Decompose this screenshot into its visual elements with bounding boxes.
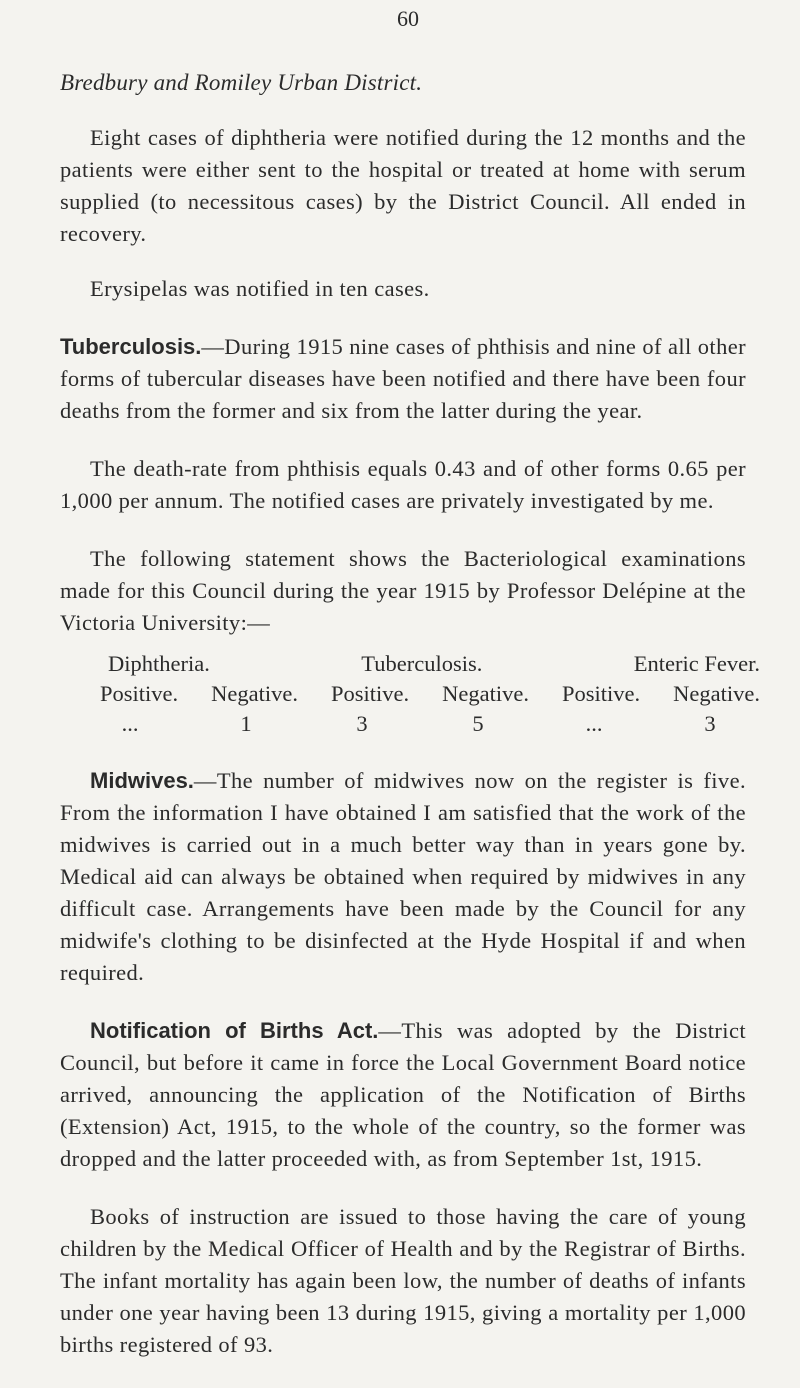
section-title: Bredbury and Romiley Urban District. [60,70,423,95]
births-act-paragraph [60,1015,746,1175]
label-tuberculosis-positive: Positive. [330,681,410,706]
births-act-text: —This was adopted by the District Council, but before it came in force the Local Government Board notice arrived, announcing the application of the Notification of Births (Extension) Act, 1915, to the whole of the country, so the former was dropped and the latter proceeded with, as from September 1st, 1915. [60,1018,746,1171]
results-label-row [100,679,760,709]
midwives-paragraph [60,765,746,989]
death-rate-paragraph: The death-rate from phthisis equals 0.43 and of other forms 0.65 per 1,000 per annum. The notified cases are privately investigated by me. [60,456,746,513]
group-diphtheria: Diphtheria. [108,651,210,676]
label-tuberculosis-negative: Negative. [442,681,529,706]
books-paragraph: Books of instruction are issued to those having the care of young children by the Medical Officer of Health and by the Registrar of Births. The infant mortality has again been low, the number of deaths of infants under one year having been 13 during 1915, giving a mortality per 1,000 births registered of 93. [60,1204,746,1357]
tuberculosis-heading: Tuberculosis. [60,334,202,359]
value-tuberculosis-positive: 3 [356,711,368,736]
value-tuberculosis-negative: 5 [472,711,484,736]
midwives-text: —The number of midwives now on the register is five. From the information I have obtained I am satisfied that the work of the midwives is carried out in a much better way than in years gone by. Medical aid can always be obtained when required by midwives in any difficult case. Arrangements have been made by the Council for any midwife's clothing to be disinfected at the Hyde Hospital if and when required. [60,768,746,985]
bacteriological-results-table [100,649,760,739]
results-group-row [100,649,760,679]
value-diphtheria-negative: 1 [240,711,252,736]
midwives-heading: Midwives. [90,768,194,793]
value-diphtheria-positive: ... [121,711,139,736]
diphtheria-paragraph: Eight cases of diphtheria were notified during the 12 months and the patients were either sent to the hospital or treated at home with serum supplied (to necessitous cases) by the District Council. All ended in recovery. [60,125,746,246]
results-value-row [100,709,760,739]
value-enteric-positive: ... [585,711,603,736]
page-number: 60 [397,6,419,31]
erysipelas-paragraph: Erysipelas was notified in ten cases. [90,276,430,301]
value-enteric-negative: 3 [704,711,716,736]
label-diphtheria-positive: Positive. [100,681,179,706]
label-enteric-positive: Positive. [561,681,641,706]
group-tuberculosis: Tuberculosis. [361,651,483,676]
label-diphtheria-negative: Negative. [211,681,298,706]
label-enteric-negative: Negative. [673,681,760,706]
bacteriological-paragraph: The following statement shows the Bacteriological examinations made for this Council during the year 1915 by Professor Delépine at the Victoria University:— [60,546,746,635]
group-enteric-fever: Enteric Fever. [633,651,760,676]
tuberculosis-paragraph [60,331,746,427]
births-act-heading: Notification of Births Act. [90,1018,379,1043]
tuberculosis-text: —During 1915 nine cases of phthisis and nine of all other forms of tubercular diseases have been notified and there have been four deaths from the former and six from the latter during the year. [60,334,746,423]
